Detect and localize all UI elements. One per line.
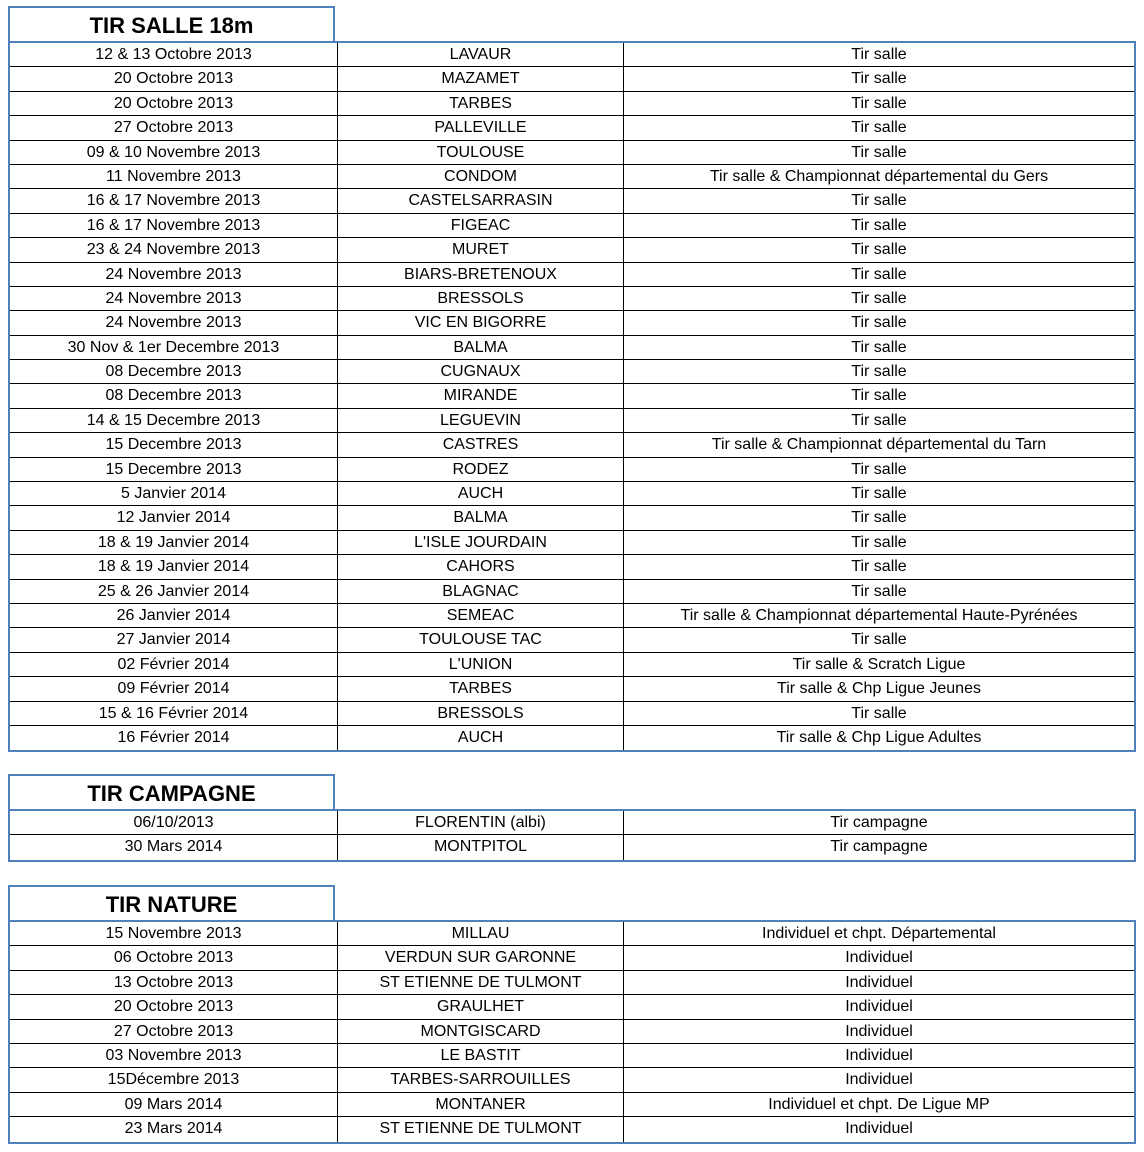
event-cell: Tir campagne xyxy=(830,838,928,856)
date-cell: 08 Decembre 2013 xyxy=(10,360,338,383)
location-cell: BIARS-BRETENOUX xyxy=(338,263,624,286)
location-cell: TARBES xyxy=(338,92,624,115)
location-cell: TARBES-SARROUILLES xyxy=(338,1068,624,1091)
table-row xyxy=(10,287,1134,311)
date-cell: 15 Decembre 2013 xyxy=(10,458,338,481)
location-cell: MONTGISCARD xyxy=(338,1020,624,1043)
location-cell: MONTANER xyxy=(338,1093,624,1116)
event-cell: Individuel xyxy=(845,949,913,967)
table-tir-campagne xyxy=(8,809,1136,862)
table-row xyxy=(10,311,1134,335)
table-row xyxy=(10,214,1134,238)
table-row xyxy=(10,922,1134,946)
event-cell: Individuel et chpt. Départemental xyxy=(762,925,996,942)
event-cell: Tir salle xyxy=(851,704,907,722)
table-row xyxy=(10,1093,1134,1117)
table-row xyxy=(10,531,1134,555)
location-cell: FIGEAC xyxy=(338,214,624,237)
location-cell: FLORENTIN (albi) xyxy=(338,811,624,834)
table-row xyxy=(10,458,1134,482)
location-cell: LEGUEVIN xyxy=(338,409,624,432)
location-cell: MONTPITOL xyxy=(338,835,624,859)
date-cell: 16 Février 2014 xyxy=(10,726,338,750)
location-cell: GRAULHET xyxy=(338,995,624,1018)
date-cell: 11 Novembre 2013 xyxy=(10,165,338,188)
event-cell: Individuel xyxy=(845,998,913,1016)
event-cell: Individuel xyxy=(845,1120,913,1138)
location-cell: RODEZ xyxy=(338,458,624,481)
location-cell: BALMA xyxy=(338,336,624,359)
table-row xyxy=(10,409,1134,433)
table-row xyxy=(10,835,1134,859)
location-cell: BRESSOLS xyxy=(338,287,624,310)
location-cell: CUGNAUX xyxy=(338,360,624,383)
table-row xyxy=(10,263,1134,287)
event-cell: Tir salle xyxy=(851,143,907,161)
event-cell: Tir salle xyxy=(851,46,907,63)
table-row xyxy=(10,384,1134,408)
date-cell: 15 Decembre 2013 xyxy=(10,433,338,456)
event-cell: Tir salle xyxy=(851,216,907,234)
table-row xyxy=(10,482,1134,506)
event-cell: Tir salle xyxy=(851,582,907,600)
table-row xyxy=(10,1020,1134,1044)
table-row xyxy=(10,677,1134,701)
event-cell: Tir salle & Scratch Ligue xyxy=(792,655,966,673)
table-row xyxy=(10,141,1134,165)
event-cell: Tir campagne xyxy=(830,814,928,831)
location-cell: SEMEAC xyxy=(338,604,624,627)
event-cell: Tir salle & Chp Ligue Adultes xyxy=(776,728,982,746)
date-cell: 15 Novembre 2013 xyxy=(10,922,338,945)
section-title-tir-campagne: TIR CAMPAGNE xyxy=(8,774,335,810)
table-row xyxy=(10,92,1134,116)
date-cell: 16 & 17 Novembre 2013 xyxy=(10,189,338,212)
table-row xyxy=(10,971,1134,995)
table-row xyxy=(10,811,1134,835)
table-row xyxy=(10,1117,1134,1141)
location-cell: CASTRES xyxy=(338,433,624,456)
event-cell: Tir salle xyxy=(851,558,907,576)
date-cell: 03 Novembre 2013 xyxy=(10,1044,338,1067)
table-row xyxy=(10,433,1134,457)
date-cell: 23 Mars 2014 xyxy=(10,1117,338,1141)
location-cell: MILLAU xyxy=(338,922,624,945)
location-cell: ST ETIENNE DE TULMONT xyxy=(338,1117,624,1141)
event-cell: Tir salle xyxy=(851,289,907,307)
location-cell: TARBES xyxy=(338,677,624,700)
event-cell: Individuel xyxy=(845,973,913,991)
date-cell: 15 & 16 Février 2014 xyxy=(10,702,338,725)
date-cell: 06/10/2013 xyxy=(10,811,338,834)
table-row xyxy=(10,189,1134,213)
table-row xyxy=(10,506,1134,530)
location-cell: VERDUN SUR GARONNE xyxy=(338,946,624,969)
table-row xyxy=(10,43,1134,67)
event-cell: Tir salle xyxy=(851,387,907,405)
date-cell: 20 Octobre 2013 xyxy=(10,92,338,115)
event-cell: Tir salle & Championnat départemental Haute-Pyrénées xyxy=(680,606,1078,624)
event-cell: Tir salle xyxy=(851,338,907,356)
date-cell: 24 Novembre 2013 xyxy=(10,263,338,286)
table-tir-salle xyxy=(8,41,1136,752)
event-cell: Tir salle xyxy=(851,265,907,283)
location-cell: L'UNION xyxy=(338,653,624,676)
event-cell: Tir salle xyxy=(851,509,907,527)
date-cell: 13 Octobre 2013 xyxy=(10,971,338,994)
date-cell: 25 & 26 Janvier 2014 xyxy=(10,580,338,603)
event-cell: Tir salle xyxy=(851,533,907,551)
date-cell: 20 Octobre 2013 xyxy=(10,67,338,90)
date-cell: 24 Novembre 2013 xyxy=(10,287,338,310)
date-cell: 09 & 10 Novembre 2013 xyxy=(10,141,338,164)
date-cell: 12 & 13 Octobre 2013 xyxy=(10,43,338,66)
date-cell: 16 & 17 Novembre 2013 xyxy=(10,214,338,237)
event-cell: Tir salle xyxy=(851,363,907,381)
table-row xyxy=(10,604,1134,628)
table-tir-nature xyxy=(8,920,1136,1144)
section-title-tir-salle: TIR SALLE 18m xyxy=(8,6,335,42)
date-cell: 09 Février 2014 xyxy=(10,677,338,700)
location-cell: CAHORS xyxy=(338,555,624,578)
table-row xyxy=(10,165,1134,189)
event-cell: Tir salle xyxy=(851,314,907,332)
date-cell: 15Décembre 2013 xyxy=(10,1068,338,1091)
table-row xyxy=(10,1044,1134,1068)
location-cell: VIC EN BIGORRE xyxy=(338,311,624,334)
location-cell: BRESSOLS xyxy=(338,702,624,725)
location-cell: AUCH xyxy=(338,482,624,505)
event-cell: Tir salle xyxy=(851,460,907,478)
event-cell: Tir salle xyxy=(851,241,907,259)
date-cell: 14 & 15 Decembre 2013 xyxy=(10,409,338,432)
date-cell: 02 Février 2014 xyxy=(10,653,338,676)
event-cell: Tir salle xyxy=(851,94,907,112)
event-cell: Individuel xyxy=(845,1071,913,1089)
location-cell: BALMA xyxy=(338,506,624,529)
table-row xyxy=(10,1068,1134,1092)
table-row xyxy=(10,67,1134,91)
event-cell: Tir salle & Championnat départemental du Gers xyxy=(709,167,1049,185)
date-cell: 27 Janvier 2014 xyxy=(10,628,338,651)
section-title-tir-nature: TIR NATURE xyxy=(8,885,335,921)
table-row xyxy=(10,360,1134,384)
event-cell: Tir salle xyxy=(851,411,907,429)
location-cell: LE BASTIT xyxy=(338,1044,624,1067)
location-cell: MAZAMET xyxy=(338,67,624,90)
event-cell: Tir salle xyxy=(851,70,907,88)
event-cell: Tir salle & Chp Ligue Jeunes xyxy=(777,680,981,698)
location-cell: MIRANDE xyxy=(338,384,624,407)
date-cell: 30 Mars 2014 xyxy=(10,835,338,859)
location-cell: ST ETIENNE DE TULMONT xyxy=(338,971,624,994)
date-cell: 06 Octobre 2013 xyxy=(10,946,338,969)
table-row xyxy=(10,946,1134,970)
date-cell: 09 Mars 2014 xyxy=(10,1093,338,1116)
event-cell: Tir salle xyxy=(851,192,907,210)
location-cell: AUCH xyxy=(338,726,624,750)
location-cell: CASTELSARRASIN xyxy=(338,189,624,212)
date-cell: 12 Janvier 2014 xyxy=(10,506,338,529)
date-cell: 26 Janvier 2014 xyxy=(10,604,338,627)
event-cell: Tir salle xyxy=(851,119,907,137)
table-row xyxy=(10,702,1134,726)
date-cell: 24 Novembre 2013 xyxy=(10,311,338,334)
location-cell: CONDOM xyxy=(338,165,624,188)
date-cell: 30 Nov & 1er Decembre 2013 xyxy=(10,336,338,359)
table-row xyxy=(10,726,1134,750)
date-cell: 5 Janvier 2014 xyxy=(10,482,338,505)
event-cell: Tir salle xyxy=(851,631,907,649)
location-cell: MURET xyxy=(338,238,624,261)
table-row xyxy=(10,116,1134,140)
table-row xyxy=(10,653,1134,677)
location-cell: TOULOUSE xyxy=(338,141,624,164)
location-cell: TOULOUSE TAC xyxy=(338,628,624,651)
table-row xyxy=(10,555,1134,579)
date-cell: 18 & 19 Janvier 2014 xyxy=(10,531,338,554)
date-cell: 08 Decembre 2013 xyxy=(10,384,338,407)
table-row xyxy=(10,580,1134,604)
event-cell: Tir salle xyxy=(851,485,907,503)
table-row xyxy=(10,628,1134,652)
table-row xyxy=(10,238,1134,262)
event-cell: Tir salle & Championnat départemental du Tarn xyxy=(711,436,1047,454)
date-cell: 20 Octobre 2013 xyxy=(10,995,338,1018)
date-cell: 23 & 24 Novembre 2013 xyxy=(10,238,338,261)
date-cell: 18 & 19 Janvier 2014 xyxy=(10,555,338,578)
location-cell: LAVAUR xyxy=(338,43,624,66)
location-cell: PALLEVILLE xyxy=(338,116,624,139)
date-cell: 27 Octobre 2013 xyxy=(10,1020,338,1043)
location-cell: L'ISLE JOURDAIN xyxy=(338,531,624,554)
table-row xyxy=(10,336,1134,360)
event-cell: Individuel et chpt. De Ligue MP xyxy=(768,1095,990,1113)
location-cell: BLAGNAC xyxy=(338,580,624,603)
table-row xyxy=(10,995,1134,1019)
event-cell: Individuel xyxy=(845,1022,913,1040)
event-cell: Individuel xyxy=(845,1046,913,1064)
date-cell: 27 Octobre 2013 xyxy=(10,116,338,139)
